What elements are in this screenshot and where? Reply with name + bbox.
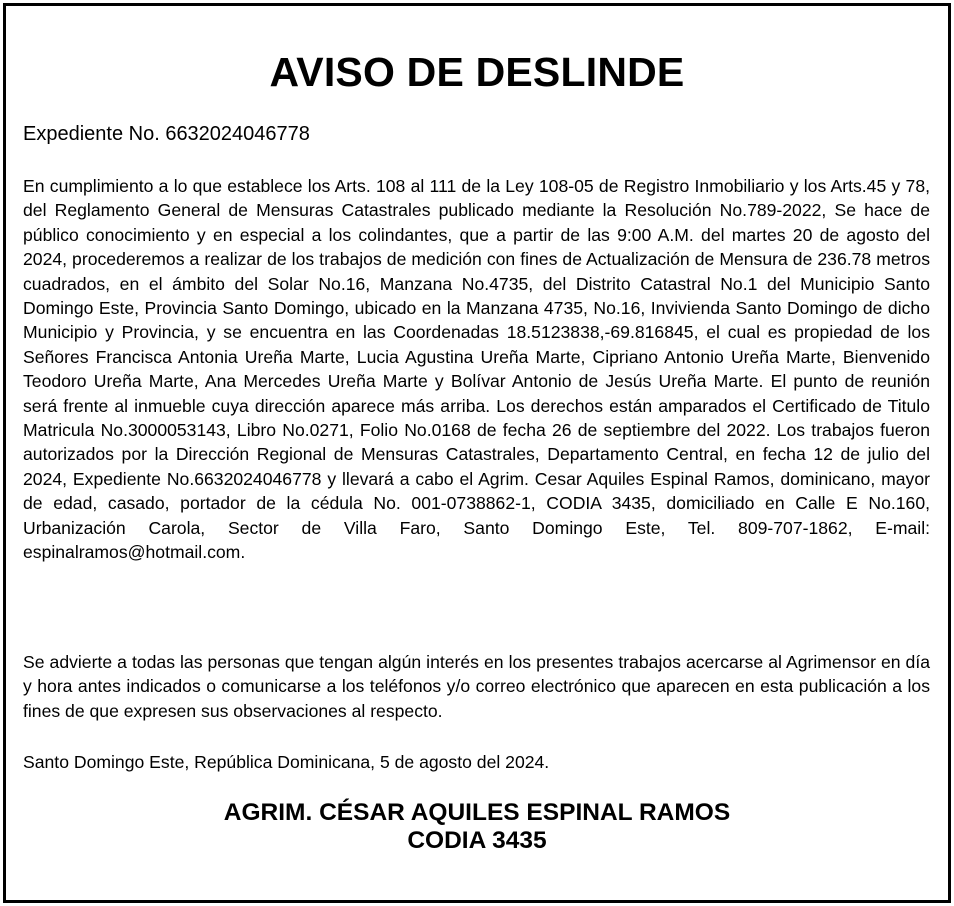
signature-block [6,799,948,855]
signature-name: AGRIM. CÉSAR AQUILES ESPINAL RAMOS [223,799,731,826]
signature-codia: CODIA 3435 [407,827,547,854]
expediente-number: Expediente No. 6632024046778 [23,123,310,145]
notice-title: AVISO DE DESLINDE [269,49,685,95]
notice-frame [3,3,951,903]
notice-warning-paragraph: Se advierte a todas las personas que tengan algún interés en los presentes trabajos acercarse al Agrimensor en día y hora antes indicados o comunicarse a los teléfonos y/o correo electrónico que aparecen en esta publicación a los fines de que expresen sus observaciones al respecto. [23,652,930,721]
place-and-date: Santo Domingo Este, República Dominicana, 5 de agosto del 2024. [23,752,550,772]
notice-body-paragraph: En cumplimiento a lo que establece los Arts. 108 al 111 de la Ley 108-05 de Registro Inmobiliario y los Arts.45 y 78, del Reglamento General de Mensuras Catastrales publicado mediante la Resolución No.789-2022, Se hace de público conocimiento y en especial a los colindantes, que a partir de las 9:00 A.M. del martes 20 de agosto del 2024, procederemos a realizar de los trabajos de medición con fines de Actualización de Mensura de 236.78 metros cuadrados, en el ámbito del Solar No.16, Manzana No.4735, del Distrito Catastral No.1 del Municipio Santo Domingo Este, Provincia Santo Domingo, ubicado en la Manzana 4735, No.16, Invivienda Santo Domingo de dicho Municipio y Provincia, y se encuentra en las Coordenadas 18.5123838,-69.816845, el cual es propiedad de los Señores Francisca Antonia Ureña Marte, Lucia Agustina Ureña Marte, Cipriano Antonio Ureña Marte, Bienvenido Teodoro Ureña Marte, Ana Mercedes Ureña Marte y Bolívar Antonio de Jesús Ureña Marte. El punto de reunión será frente al inmueble cuya dirección aparece más arriba. Los derechos están amparados el Certificado de Titulo Matricula No.3000053143, Libro No.0271, Folio No.0168 de fecha 26 de septiembre del 2022. Los trabajos fueron autorizados por la Dirección Regional de Mensuras Catastrales, Departamento Central, en fecha 12 de julio del 2024, Expediente No.6632024046778 y llevará a cabo el Agrim. Cesar Aquiles Espinal Ramos, dominicano, mayor de edad, casado, portador de la cédula No. 001-0738862-1, CODIA 3435, domiciliado en Calle E No.160, Urbanización Carola, Sector de Villa Faro, Santo Domingo Este, Tel. 809-707-1862, E-mail: espinalramos@hotmail.com. [23,176,930,563]
